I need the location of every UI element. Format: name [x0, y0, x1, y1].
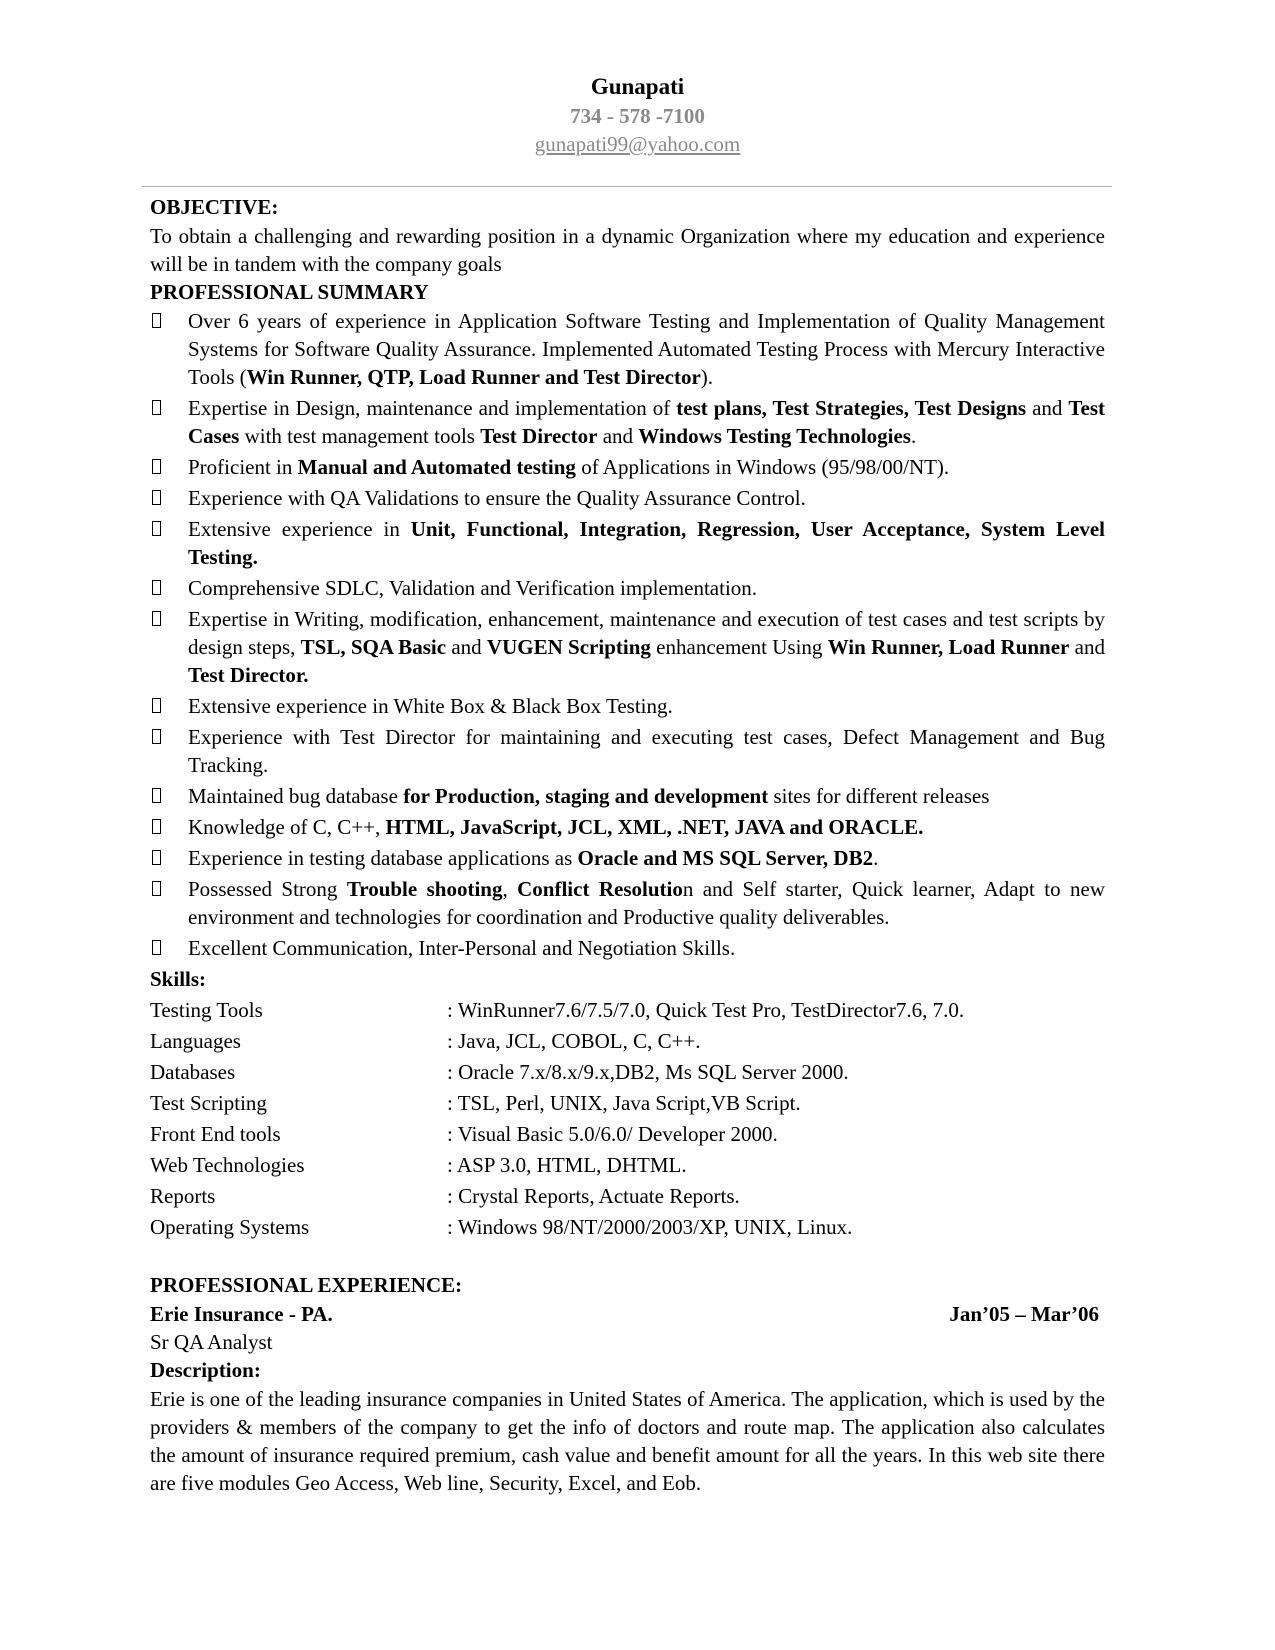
- summary-text: and: [1026, 396, 1069, 420]
- summary-item: [150, 934, 1105, 962]
- skill-value: : ASP 3.0, HTML, DHTML.: [447, 1153, 687, 1177]
- summary-text: Comprehensive SDLC, Validation and Verification implementation.: [188, 576, 758, 600]
- summary-text: and: [1069, 635, 1105, 659]
- skill-label: Operating Systems: [150, 1215, 310, 1239]
- job-role: Sr QA Analyst: [150, 1330, 273, 1354]
- summary-item: [150, 875, 1105, 931]
- bullet-box-icon: [152, 729, 161, 744]
- skill-label: Web Technologies: [150, 1153, 305, 1177]
- skill-label: Front End tools: [150, 1122, 281, 1146]
- job-description: Erie is one of the leading insurance companies in United States of America. The application, which is used by the providers & members of the company to get the info of doctors and route map. The application also calculates the amount of insurance required premium, cash value and benefit amount for all the years. In this web site there are five modules Geo Access, Web line, Security, Excel, and Eob.: [150, 1387, 1105, 1495]
- summary-text: Excellent Communication, Inter-Personal and Negotiation Skills.: [188, 936, 736, 960]
- summary-bold-text: Unit, Functional, Integration, Regression, User Acceptance, System Level Testing.: [188, 517, 1105, 569]
- candidate-name: Gunapati: [590, 74, 685, 99]
- summary-text: Possessed Strong: [188, 877, 347, 901]
- bullet-box-icon: [152, 580, 161, 595]
- summary-text: n and Self starter, Quick learner, Adapt to new environment and technologies for coordination and Productive quality deliverables.: [188, 877, 1106, 929]
- skill-value: : Oracle 7.x/8.x/9.x,DB2, Ms SQL Server 2000.: [447, 1060, 849, 1084]
- summary-text: .: [873, 846, 879, 870]
- summary-text: Experience with QA Validations to ensure the Quality Assurance Control.: [188, 486, 806, 510]
- summary-bold-text: Manual and Automated testing: [297, 455, 576, 479]
- job-dates: Jan’05 – Mar’06: [949, 1302, 1099, 1326]
- summary-bold-text: Win Runner, QTP, Load Runner and Test Director: [246, 365, 701, 389]
- summary-text: Extensive experience in: [188, 517, 411, 541]
- skill-value: : WinRunner7.6/7.5/7.0, Quick Test Pro, TestDirector7.6, 7.0.: [447, 998, 965, 1022]
- resume-header: [0, 72, 1275, 158]
- summary-item: [150, 515, 1105, 571]
- bullet-box-icon: [152, 521, 161, 536]
- bullet-box-icon: [152, 490, 161, 505]
- skill-row: [150, 1119, 1105, 1150]
- bullet-box-icon: [152, 698, 161, 713]
- summary-item: [150, 307, 1105, 391]
- phone-number: 734 - 578 -7100: [570, 104, 705, 128]
- summary-text: Extensive experience in White Box & Black Box Testing.: [188, 694, 673, 718]
- summary-text: enhancement Using: [650, 635, 828, 659]
- bullet-box-icon: [152, 459, 161, 474]
- summary-text: with test management tools: [239, 424, 481, 448]
- summary-item: [150, 813, 1105, 841]
- summary-text: Knowledge of C, C++,: [188, 815, 386, 839]
- summary-bold-text: Trouble shooting: [346, 877, 503, 901]
- summary-bold-text: Test Cases: [188, 396, 1105, 448]
- description-heading: Description:: [150, 1358, 261, 1382]
- summary-item: [150, 723, 1105, 779]
- summary-text: Experience with Test Director for maintaining and executing test cases, Defect Management and Bug Tracking.: [188, 725, 1105, 777]
- skill-row: [150, 1088, 1105, 1119]
- summary-bold-text: TSL, SQA Basic: [300, 635, 447, 659]
- summary-text: Over 6 years of experience in Application Software Testing and Implementation of Quality Management Systems for Software Quality Assurance. Implemented Automated Testing Process with Mercury Interactive Tools (: [188, 309, 1105, 389]
- summary-heading: PROFESSIONAL SUMMARY: [150, 280, 429, 304]
- skill-row: [150, 1026, 1105, 1057]
- summary-text: Expertise in Writing, modification, enhancement, maintenance and execution of test cases and test scripts by design steps,: [188, 607, 1105, 659]
- skill-value: : Java, JCL, COBOL, C, C++.: [447, 1029, 701, 1053]
- skill-label: Databases: [150, 1060, 236, 1084]
- company-name: Erie Insurance - PA.: [150, 1302, 333, 1326]
- email-link[interactable]: gunapati99@yahoo.com: [534, 132, 741, 156]
- summary-text: .: [910, 424, 917, 448]
- summary-text: ,: [502, 877, 518, 901]
- summary-list: [150, 307, 1105, 962]
- skill-row: [150, 995, 1105, 1026]
- summary-item: [150, 692, 1105, 720]
- summary-text: and: [597, 424, 639, 448]
- skill-row: [150, 1150, 1105, 1181]
- skill-label: Testing Tools: [150, 998, 263, 1022]
- skill-value: : Windows 98/NT/2000/2003/XP, UNIX, Linux.: [447, 1215, 853, 1239]
- summary-bold-text: test plans, Test Strategies, Test Designs: [676, 396, 1027, 420]
- summary-text: sites for different releases: [768, 784, 990, 808]
- summary-text: ).: [700, 365, 714, 389]
- summary-item: [150, 605, 1105, 689]
- summary-item: [150, 782, 1105, 810]
- skills-heading: Skills:: [150, 967, 207, 991]
- summary-text: Maintained bug database: [188, 784, 404, 808]
- skill-row: [150, 1057, 1105, 1088]
- summary-text: Experience in testing database applications as: [188, 846, 578, 870]
- summary-bold-text: Win Runner, Load Runner: [827, 635, 1070, 659]
- bullet-box-icon: [152, 400, 161, 415]
- objective-heading: OBJECTIVE:: [150, 195, 279, 219]
- skill-value: : Visual Basic 5.0/6.0/ Developer 2000.: [447, 1122, 778, 1146]
- skill-value: : TSL, Perl, UNIX, Java Script,VB Script.: [447, 1091, 801, 1115]
- job-header: [150, 1300, 1105, 1328]
- summary-bold-text: Test Director: [480, 424, 598, 448]
- bullet-box-icon: [152, 611, 161, 626]
- skill-value: : Crystal Reports, Actuate Reports.: [447, 1184, 740, 1208]
- skills-table: [150, 995, 1105, 1243]
- summary-text: of Applications in Windows (95/98/00/NT).: [575, 455, 950, 479]
- skill-row: [150, 1212, 1105, 1243]
- objective-text: To obtain a challenging and rewarding position in a dynamic Organization where my education and experience will be in tandem with the company goals: [150, 224, 1105, 276]
- summary-bold-text: Conflict Resolutio: [517, 877, 683, 901]
- summary-bold-text: Test Director.: [188, 663, 309, 687]
- bullet-box-icon: [152, 313, 161, 328]
- bullet-box-icon: [152, 819, 161, 834]
- resume-body: [150, 193, 1105, 1497]
- skill-label: Languages: [150, 1029, 241, 1053]
- bullet-box-icon: [152, 881, 161, 896]
- skill-row: [150, 1181, 1105, 1212]
- summary-item: [150, 394, 1105, 450]
- skill-label: Reports: [150, 1184, 216, 1208]
- summary-item: [150, 484, 1105, 512]
- summary-bold-text: HTML, JavaScript, JCL, XML, .NET, JAVA and ORACLE.: [385, 815, 924, 839]
- bullet-box-icon: [152, 940, 161, 955]
- summary-item: [150, 453, 1105, 481]
- summary-text: Expertise in Design, maintenance and implementation of: [188, 396, 677, 420]
- summary-item: [150, 574, 1105, 602]
- summary-text: Proficient in: [188, 455, 298, 479]
- summary-bold-text: Windows Testing Technologies: [638, 424, 911, 448]
- experience-heading: PROFESSIONAL EXPERIENCE:: [150, 1273, 463, 1297]
- header-divider: [142, 186, 1112, 187]
- summary-bold-text: Oracle and MS SQL Server, DB2: [577, 846, 874, 870]
- summary-text: and: [446, 635, 487, 659]
- bullet-box-icon: [152, 850, 161, 865]
- summary-bold-text: for Production, staging and development: [403, 784, 769, 808]
- bullet-box-icon: [152, 788, 161, 803]
- summary-item: [150, 844, 1105, 872]
- skill-label: Test Scripting: [150, 1091, 267, 1115]
- summary-bold-text: VUGEN Scripting: [486, 635, 651, 659]
